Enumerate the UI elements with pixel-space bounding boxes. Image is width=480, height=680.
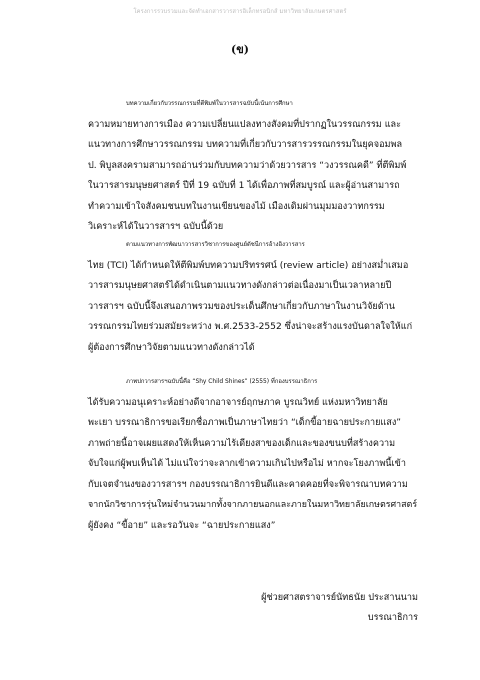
paragraph-line: วิเคราะห์ได้ในวารสารฯ ฉบับนี้ด้วย [88, 222, 224, 232]
editor-name: ผู้ช่วยศาสตราจารย์นัทธนัย ประสานนาม [261, 593, 418, 603]
paragraph-cover-image [88, 372, 420, 536]
paragraph-line: วารสารฯ ฉบับนี้จึงเสนอภาพรวมของประเด็นศึกษาเกี่ยวกับภาษาในงานวิจัยด้าน [88, 301, 395, 312]
paragraph-line: แนวทางการศึกษาวรรณกรรม บทความที่เกี่ยวกับวารสารวรรณกรรมในยุคจอมพล [88, 140, 403, 150]
paragraph-line: วารสารมนุษยศาสตร์ได้ดำเนินตามแนวทางดังกล่าวต่อเนื่องมาเป็นเวลาหลายปี [88, 281, 392, 291]
paragraph-line: ในวารสารมนุษยศาสตร์ ปีที่ 19 ฉบับที่ 1 ได้เพื่อภาพที่สมบูรณ์ และผู้อ่านสามารถ [88, 181, 400, 191]
paragraph-line: กับเจตจำนงของวารสารฯ กองบรรณาธิการยินดีและคาดคอยที่จะพิจารณาบทความ [88, 479, 408, 490]
page-number: (ข) [231, 43, 249, 56]
paragraph-line: ผู้ต้องการศึกษาวิจัยตามแนวทางดังกล่าวได้ [88, 342, 255, 353]
paragraph-line: พะเยา บรรณาธิการขอเรียกชื่อภาพเป็นภาษาไทยว่า “เด็กขี้อายฉายประกายแสง” [88, 418, 401, 428]
paragraph-line: ภาพปกวารสารฯฉบับนี้คือ “Shy Child Shines” (2555) ที่กองบรรณาธิการ [126, 379, 318, 385]
paragraph-review-article [88, 235, 420, 358]
paragraph-line: ไทย (TCI) ได้กำหนดให้ตีพิมพ์บทความปริทรรศน์ (review article) อย่างสม่ำเสมอ [88, 260, 409, 271]
paragraph-line: จับใจแก่ผู้พบเห็นได้ ไม่แน่ใจว่าจะลากเข้าความเกินไปหรือไม่ หากจะโยงภาพนี้เข้า [88, 459, 406, 469]
paragraph-literature [88, 94, 420, 238]
paragraph-line: ตามแนวทางการพัฒนาวารสารวิชาการของศูนย์ดัชนีการอ้างอิงวารสาร [126, 242, 305, 248]
paragraph-line: ได้รับความอนุเคราะห์อย่างดีจากอาจารย์ฤกษภาค บูรณวิทย์ แห่งมหาวิทยาลัย [88, 397, 388, 408]
paragraph-line: ความหมายทางการเมือง ความเปลี่ยนแปลงทางสังคมที่ปรากฏในวรรณกรรม และ [88, 119, 402, 130]
header-watermark: โครงการรวบรวมและจัดทำเอกสารวารสารอิเล็กทรอนิกส์ มหาวิทยาลัยเกษตรศาสตร์ [133, 9, 347, 15]
paragraph-line: ทำความเข้าใจสังคมชนบทในงานเขียนของไม้ เมืองเดิมผ่านมุมมองวาทกรรม [88, 201, 385, 212]
paragraph-line: บทความเกี่ยวกับวรรณกรรมที่ตีพิมพ์ในวารสารฉบับนี้เน้นการศึกษา [126, 101, 293, 107]
editor-signature-block [261, 588, 418, 628]
paragraph-line: ป. พิบูลสงครามสามารถอ่านร่วมกับบทความว่าด้วยวารสาร “วงวรรณคดี” ที่ตีพิมพ์ [88, 160, 407, 171]
paragraph-line: จากนักวิชาการรุ่นใหม่จำนวนมากทั้งจากภายนอกและภายในมหาวิทยาลัยเกษตรศาสตร์ [88, 500, 418, 510]
paragraph-line: ภาพถ่ายนี้อาจเผยแสดงให้เห็นความไร้เดียงสาของเด็กและของขนบที่สร้างความ [88, 438, 396, 449]
paragraph-line: วรรณกรรมไทยร่วมสมัยระหว่าง พ.ศ.2533-2552 ซึ่งน่าจะสร้างแรงบันดาลใจให้แก่ [88, 322, 413, 332]
paragraph-line: ผู้ยังคง “ขี้อาย” และรอวันจะ “ฉายประกายแสง” [88, 520, 276, 531]
editor-title: บรรณาธิการ [367, 613, 418, 623]
